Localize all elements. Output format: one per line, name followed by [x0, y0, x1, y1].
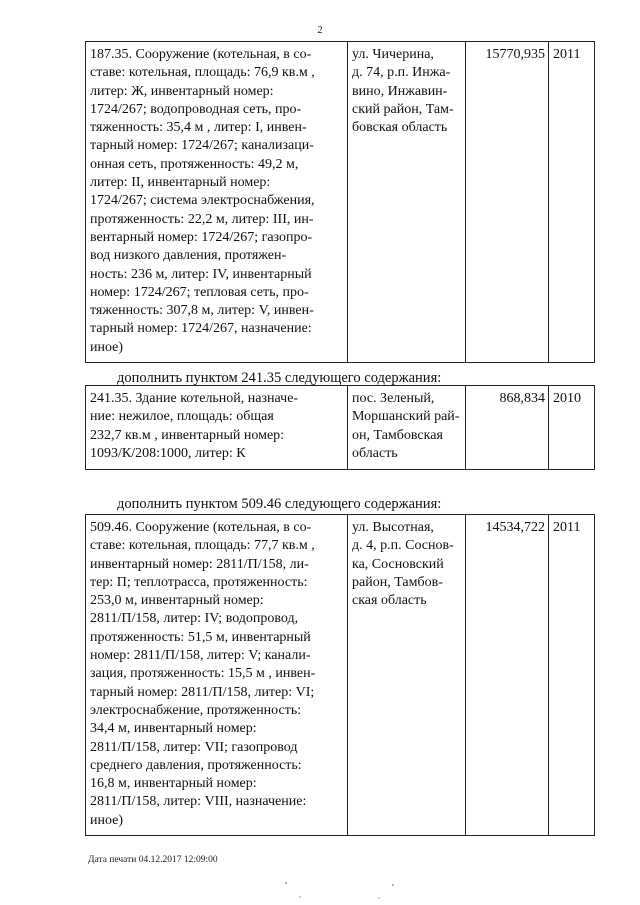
value-text: 14534,722 — [485, 520, 545, 535]
value-text: 15770,935 — [485, 47, 545, 62]
value-text: 868,834 — [499, 391, 545, 406]
address-text: ул. Чичерина, д. 74, р.п. Инжа- вино, Инжавин- ский район, Там- бовская область — [352, 47, 454, 136]
year-text: 2011 — [553, 47, 581, 62]
description-text: 187.35. Сооружение (котельная, в со- ставе: котельная, площадь: 76,9 кв.м , литер: Ж, инвентарный номер: 1724/267; водопроводная сеть, про- тяженность: 35,4 м , литер: I, инвен- тарный номер: 1724/267; канализаци- онная сеть, протяженность: 49,2 м, литер: II, инвентарный номер: 1724/267; система электроснабжения, протяженность: 22,2 м, литер: III, ин- вентарный номер: 1724/267; газопро- вод низкого давления, протяжен- ность: 236 м, литер: IV, инвентарный номер: 1724/267; тепловая сеть, про- тяженность: 307,8 м, литер: V, инвен- тарный номер: 1724/267, назначение: иное) — [90, 47, 315, 355]
page-number: 2 — [317, 24, 323, 36]
supplement-heading-241-35: дополнить пунктом 241.35 следующего содержания: — [117, 370, 442, 386]
description-text: 509.46. Сооружение (котельная, в со- ставе: котельная, площадь: 77,7 кв.м , инвентарный номер: 2811/П/158, ли- тер: П; теплотрасса, протяженность: 253,0 м, инвентарный номер: 2811/П/158, литер: IV; водопровод, протяженность: 51,5 м, инвентарный номер: 2811/П/158, литер: V; канали- зация, протяженность: 15,5 м , инвен- тарный номер: 2811/П/158, литер: VI; электроснабжение, протяженность: 34,4 м, инвентарный номер: 2811/П/158, литер: VII; газопровод среднего давления, протяженность: 16,8 м, инвентарный номер: 2811/П/158, литер: VIII, назначение: иное) — [90, 520, 316, 828]
description-text: 241.35. Здание котельной, назначе- ние: нежилое, площадь: общая 232,7 кв.м , инвентарный номер: 1093/К/208:1000, литер: К — [90, 391, 299, 461]
address-text: пос. Зеленый, Моршанский рай- он, Тамбовская область — [352, 391, 460, 461]
year-text: 2010 — [553, 391, 581, 406]
supplement-heading-509-46: дополнить пунктом 509.46 следующего содержания: — [117, 496, 442, 512]
address-text: ул. Высотная, д. 4, р.п. Соснов- ка, Сосновский район, Тамбов- ская область — [352, 520, 454, 609]
print-date-footer: Дата печати 04.12.2017 12:09:00 — [88, 855, 218, 865]
year-text: 2011 — [553, 520, 581, 535]
